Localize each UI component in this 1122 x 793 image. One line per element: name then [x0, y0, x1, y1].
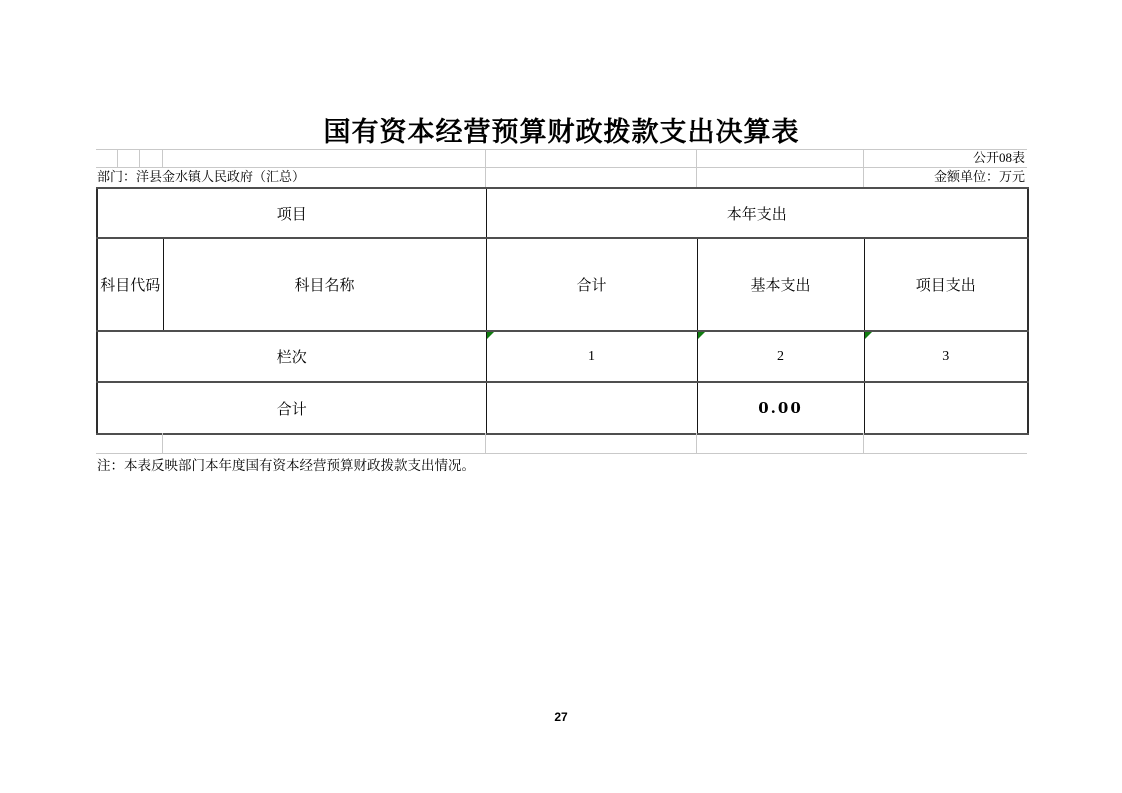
table-row-column-index: [97, 331, 1028, 382]
table-cell: [864, 382, 1028, 434]
column-header-project-expenditure: 项目支出: [864, 238, 1028, 331]
cell-flag-icon: [698, 332, 705, 339]
table-footnote: 注：本表反映部门本年度国有资本经营预算财政拨款支出情况。: [97, 458, 475, 473]
cell-value: 1: [588, 348, 596, 364]
table-row-top-header: [97, 188, 1028, 238]
form-code-label: 公开08表: [972, 150, 1025, 165]
column-header-subject-name: 科目名称: [163, 238, 486, 331]
gridline: [162, 433, 163, 453]
cell-value: 2: [777, 348, 785, 364]
page-title: 国有资本经营预算财政拨款支出决算表: [323, 117, 800, 147]
table-cell: [864, 331, 1028, 382]
table-cell: [486, 382, 697, 434]
table-cell: [486, 331, 697, 382]
budget-table: [96, 187, 1029, 435]
table-row-column-headers: [97, 238, 1028, 331]
header-current-year-expenditure: 本年支出: [486, 188, 1028, 238]
gridline: [696, 433, 697, 453]
unit-label: 金额单位：万元: [933, 169, 1025, 184]
table-cell-total-basic: 0.00: [697, 382, 864, 434]
cell-value: 3: [942, 348, 950, 364]
table-row-total: [97, 382, 1028, 434]
page-number: 27: [554, 710, 568, 724]
column-header-subject-code: 科目代码: [97, 238, 163, 331]
table-cell: [697, 331, 864, 382]
row-label-total: 合计: [97, 382, 486, 434]
gridline: [96, 453, 1027, 454]
column-header-basic-expenditure: 基本支出: [697, 238, 864, 331]
department-label: 部门：洋县金水镇人民政府（汇总）: [97, 169, 306, 184]
header-project: 项目: [97, 188, 486, 238]
gridline: [485, 433, 486, 453]
cell-flag-icon: [865, 332, 872, 339]
gridline: [863, 433, 864, 453]
cell-flag-icon: [487, 332, 494, 339]
row-label-column-index: 栏次: [97, 331, 486, 382]
column-header-total: 合计: [486, 238, 697, 331]
